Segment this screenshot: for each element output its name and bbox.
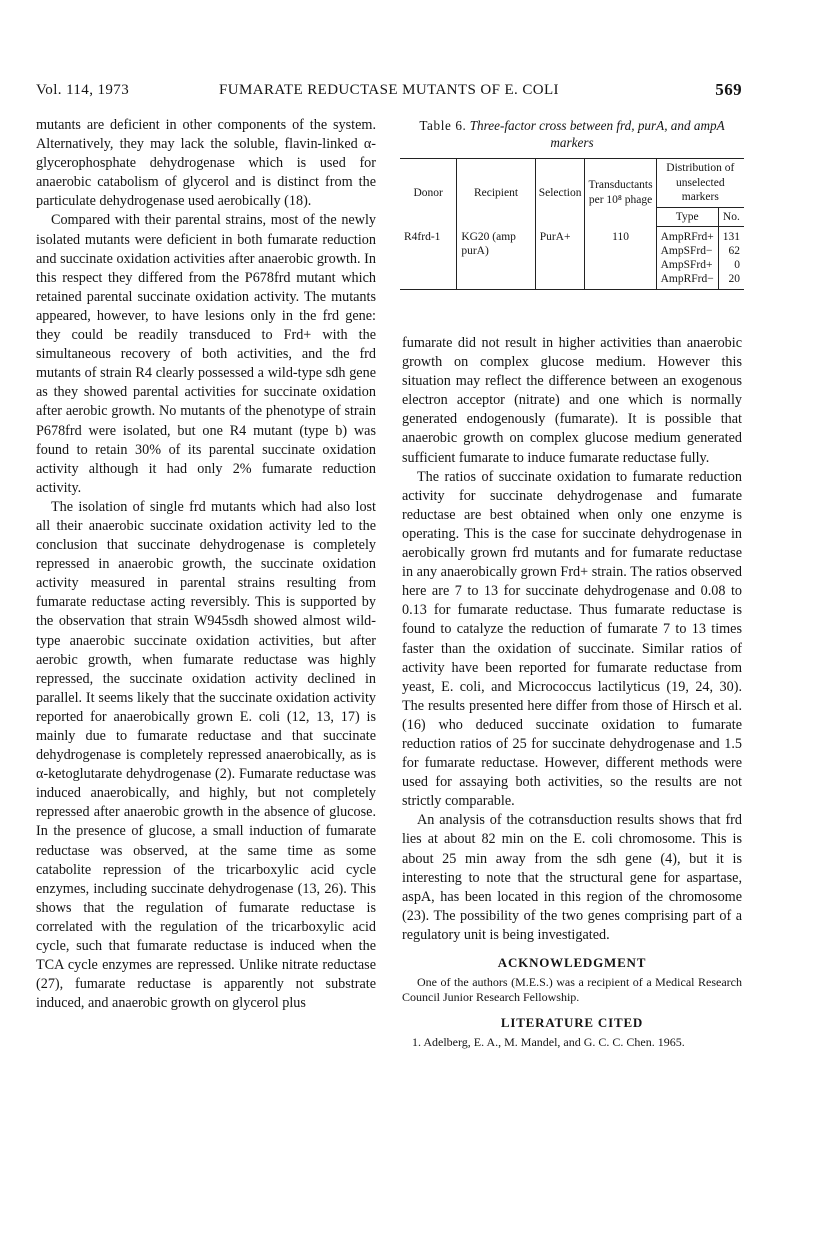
type-value: AmpRFrd+ <box>660 231 714 243</box>
reference-item: 1. Adelberg, E. A., M. Mandel, and G. C. C. Chen. 1965. <box>412 1035 685 1050</box>
type-value: AmpRFrd− <box>660 273 714 285</box>
cell-transductants: 110 <box>585 227 656 290</box>
paragraph: fumarate did not result in higher activities than anaerobic growth on complex glucose medium. However this situation may reflect the difference between an exogenous electron acceptor (nitrate) and one which is normally generated endogenously (fumarate). It is possible that anaerobic growth on complex glucose medium generated sufficient fumarate to induce fumarate reductase fully. <box>402 335 742 466</box>
table-caption <box>400 117 744 151</box>
type-value: AmpSFrd− <box>660 245 713 257</box>
table-row <box>400 227 744 290</box>
running-title: FUMARATE REDUCTASE MUTANTS OF E. COLI <box>219 82 559 98</box>
cell-recipient: KG20 (amp purA) <box>457 227 535 290</box>
count-value: 0 <box>734 259 740 271</box>
cell-numbers <box>718 227 744 290</box>
acknowledgment <box>402 975 742 1005</box>
header-donor: Donor <box>400 159 457 227</box>
running-header <box>36 80 742 102</box>
header-no: No. <box>718 207 744 227</box>
header-transductants: Transductants per 10⁸ phage <box>585 159 656 227</box>
cell-types <box>656 227 718 290</box>
volume-label: Vol. 114, 1973 <box>36 82 130 98</box>
paragraph: The ratios of succinate oxidation to fumarate reduction activity for succinate dehydrogenase and fumarate reductase are best obtained when only one enzyme is operating. This is the case for succinate dehydrogenase in aerobically grown frd mutants and for fumarate reductase in any anaerobically grown Frd+ strain. The ratios observed here are 7 to 13 for succinate dehydrogenase and 0.08 to 0.13 for fumarate reductase. Thus fumarate reductase is found to catalyze the reduction of fumarate 7 to 13 times faster than the oxidation of succinate. Similar ratios of activity have been reported for fumarate reductase from yeast, E. coli, and Micrococcus lactilyticus (19, 24, 30). The results presented here differ from those of Hirsch et al. (16) who deduced succinate oxidation to fumarate reduction ratios of 25 for succinate dehydrogenase and 1.5 for fumarate reductase. However, different methods were used for assaying both activities, so the results are not strictly comparable. <box>402 468 742 810</box>
header-type: Type <box>656 207 718 227</box>
table-6 <box>400 158 744 290</box>
literature-heading: LITERATURE CITED <box>500 1015 644 1031</box>
acknowledgment-heading: ACKNOWLEDGMENT <box>497 955 647 970</box>
left-column <box>36 116 376 1013</box>
table-caption-text: Three-factor cross between frd, purA, and ampA markers <box>469 118 725 150</box>
table-label: Table 6. <box>419 118 467 133</box>
paragraph: The isolation of single frd mutants which had also lost all their anaerobic succinate oxidation activity led to the conclusion that succinate dehydrogenase is completely repressed in anaerobic growth, the succinate oxidation activity measured in parental strains resulting from fumarate reductase acting reversibly. This is supported by the observation that strain W945sdh showed almost wild-type anaerobic succinate oxidation activities, but after aerobic growth, when fumarate reductase was highly repressed, the succinate oxidation activity declined in parallel. It seems likely that the succinate oxidation activity reported for anaerobically grown E. coli (12, 13, 17) is mainly due to fumarate reductase and that succinate dehydrogenase is completely repressed anaerobically, as is α-ketoglutarate dehydrogenase (2). Fumarate reductase was induced anaerobically, and highly, but not completely repressed after anaerobic growth in the absence of glucose. In the presence of glucose, a small induction of fumarate reductase was observed, at the same time as some catabolite repression of the tricarboxylic acid cycle enzymes, including succinate dehydrogenase (13, 26). This shows that the regulation of fumarate reductase is correlated with the regulation of the tricarboxylic acid cycle, such that fumarate reductase is induced when the TCA cycle enzymes are repressed. Unlike nitrate reductase (27), fumarate reductase is apparently not substrate induced, and anaerobic growth on glycerol plus <box>36 498 376 1012</box>
header-distribution: Distribution of unselected markers <box>656 159 744 208</box>
count-value: 62 <box>728 245 740 257</box>
cell-donor: R4frd-1 <box>400 227 457 290</box>
paragraph: An analysis of the cotransduction results shows that frd lies at about 82 min on the E. coli chromosome. This is about 25 min away from the sdh gene (4), but it is interesting to note that the structural gene for aspartase, aspA, has been located in this region of the chromosome (23). The possibility of the two genes comprising part of a regulatory unit is being investigated. <box>402 812 742 943</box>
header-selection: Selection <box>535 159 585 227</box>
cell-selection: PurA+ <box>535 227 585 290</box>
header-recipient: Recipient <box>457 159 535 227</box>
paragraph: Compared with their parental strains, most of the newly isolated mutants were deficient in both fumarate reduction and succinate oxidation activities after anaerobic growth. In this respect they differed from the P678frd mutant which retained parental succinate oxidation activity. The mutants appeared, however, to have lesions only in the frd gene: they could be readily transduced to Frd+ with the simultaneous recovery of both activities, and the frd mutants of strain R4 clearly possessed a wild-type sdh gene as they showed parental activities for succinate oxidation after aerobic growth. No mutants of the phenotype of strain P678frd were isolated, but one R4 mutant (type b) was found to retain 30% of its parental succinate oxidation activity although it had only 2% fumarate reduction activity. <box>36 212 376 496</box>
count-value: 131 <box>722 231 740 243</box>
type-value: AmpSFrd+ <box>660 259 713 271</box>
acknowledgment-text: One of the authors (M.E.S.) was a recipient of a Medical Research Council Junior Research Fellowship. <box>402 975 742 1005</box>
count-value: 20 <box>728 273 740 285</box>
page-number: 569 <box>715 80 742 99</box>
right-column <box>402 334 742 1050</box>
paragraph: mutants are deficient in other components of the system. Alternatively, they may lack the soluble, flavin-linked α-glycerophosphate dehydrogenase which is used for anaerobic catabolism of glycerol and is distinct from the particulate dehydrogenase used aerobically (18). <box>36 117 376 210</box>
